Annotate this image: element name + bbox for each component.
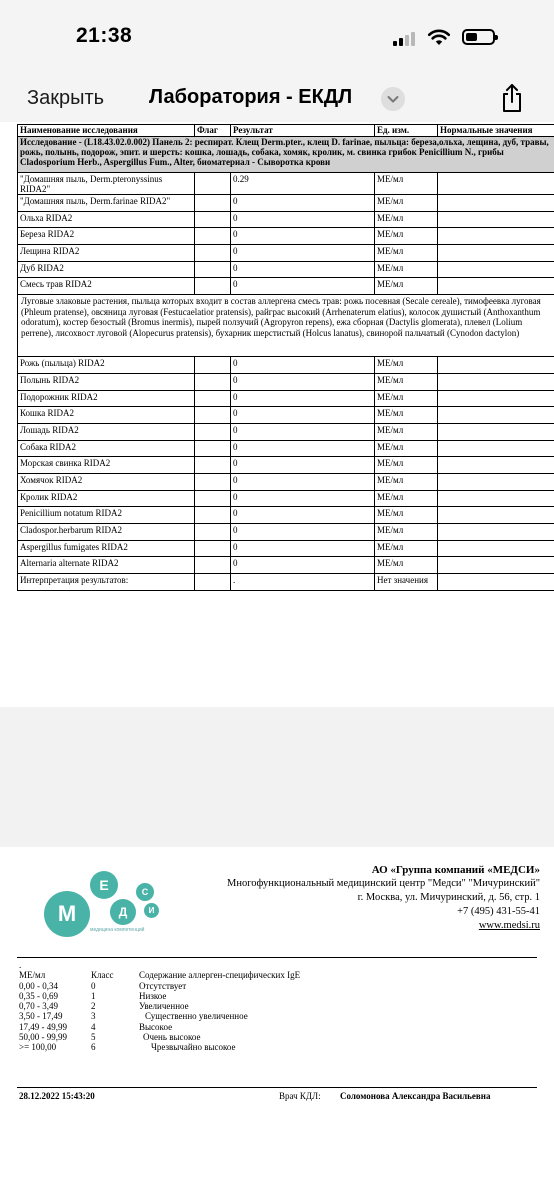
- cell-result: 0: [231, 540, 375, 557]
- status-bar: [0, 0, 554, 70]
- table-row: [18, 211, 554, 228]
- document-page-1: [0, 122, 554, 707]
- cell-normal: [438, 557, 554, 574]
- cell-normal: [438, 407, 554, 424]
- logo-tagline: медицина компетенций: [90, 927, 145, 933]
- logo-letter-d: Д: [110, 899, 136, 925]
- cell-unit: МЕ/мл: [375, 261, 438, 278]
- cell-unit: МЕ/мл: [375, 524, 438, 541]
- doctor-name: Соломонова Александра Васильевна: [340, 1091, 491, 1101]
- cell-unit: МЕ/мл: [375, 540, 438, 557]
- cell-name: "Домашняя пыль, Derm.farinae RIDA2": [18, 195, 195, 212]
- cell-name: Хомячок RIDA2: [18, 473, 195, 490]
- org-website-link[interactable]: www.medsi.ru: [478, 920, 540, 931]
- document-viewer[interactable]: [0, 122, 554, 1200]
- cell-normal: [438, 574, 554, 591]
- cell-name: Aspergillus fumigates RIDA2: [18, 540, 195, 557]
- cell-result: 0: [231, 390, 375, 407]
- cell-flag: [195, 440, 231, 457]
- cell-normal: [438, 211, 554, 228]
- cell-result: 0: [231, 195, 375, 212]
- cell-result: 0: [231, 278, 375, 295]
- cell-name: Alternaria alternate RIDA2: [18, 557, 195, 574]
- cell-unit: МЕ/мл: [375, 373, 438, 390]
- table-row: [18, 457, 554, 474]
- cell-name: Полынь RIDA2: [18, 373, 195, 390]
- cell-name: Морская свинка RIDA2: [18, 457, 195, 474]
- cell-result: 0: [231, 557, 375, 574]
- share-icon[interactable]: [499, 83, 525, 113]
- cell-result: 0: [231, 211, 375, 228]
- battery-icon: [462, 29, 495, 45]
- document-page-2: [0, 847, 554, 1200]
- cell-flag: [195, 507, 231, 524]
- table-row: [18, 574, 554, 591]
- doctor-label: Врач КДЛ:: [279, 1091, 321, 1101]
- table-row: [18, 278, 554, 295]
- cell-result: 0: [231, 423, 375, 440]
- legend-row: 0,35 - 0,69 1 Низкое: [19, 990, 167, 1001]
- cell-normal: [438, 390, 554, 407]
- cell-unit: МЕ/мл: [375, 390, 438, 407]
- cell-result: 0: [231, 507, 375, 524]
- cell-flag: [195, 228, 231, 245]
- cell-name: Береза RIDA2: [18, 228, 195, 245]
- cell-flag: [195, 373, 231, 390]
- cell-name: Кролик RIDA2: [18, 490, 195, 507]
- cell-result: 0: [231, 457, 375, 474]
- cell-unit: МЕ/мл: [375, 457, 438, 474]
- cell-normal: [438, 245, 554, 262]
- ige-legend: [19, 960, 379, 1053]
- org-center: Многофункциональный медицинский центр "Медси" "Мичуринский": [226, 878, 540, 889]
- cell-normal: [438, 540, 554, 557]
- legend-row: 17,49 - 49,99 4 Высокое: [19, 1021, 173, 1032]
- cell-normal: [438, 524, 554, 541]
- org-address: г. Москва, ул. Мичуринский, д. 56, стр. 1: [357, 892, 540, 903]
- cell-result: 0: [231, 228, 375, 245]
- cell-normal: [438, 490, 554, 507]
- cell-flag: [195, 357, 231, 374]
- table-row: [18, 228, 554, 245]
- section-row: [18, 137, 554, 173]
- organization-info: [227, 863, 540, 933]
- cell-result: .: [231, 574, 375, 591]
- logo-letter-i: И: [144, 903, 159, 918]
- cell-flag: [195, 473, 231, 490]
- header-result: Результат: [231, 125, 375, 137]
- legend-row: 0,00 - 0,34 0 Отсутствует: [19, 980, 187, 991]
- table-row: [18, 407, 554, 424]
- status-time: 21:38: [76, 24, 133, 47]
- legend-row: >= 100,00 6 Чрезвычайно высокое: [19, 1042, 236, 1053]
- cellular-signal-icon: [393, 32, 415, 46]
- cell-unit: МЕ/мл: [375, 440, 438, 457]
- cell-normal: [438, 457, 554, 474]
- cell-normal: [438, 195, 554, 212]
- cell-name: Лошадь RIDA2: [18, 423, 195, 440]
- cell-unit: Нет значения: [375, 574, 438, 591]
- cell-flag: [195, 524, 231, 541]
- cell-flag: [195, 278, 231, 295]
- cell-flag: [195, 173, 231, 195]
- cell-normal: [438, 261, 554, 278]
- legend-row: 50,00 - 99,99 5 Очень высокое: [19, 1032, 201, 1043]
- cell-unit: МЕ/мл: [375, 357, 438, 374]
- cell-normal: [438, 423, 554, 440]
- cell-name: Рожь (пыльца) RIDA2: [18, 357, 195, 374]
- cell-result: 0: [231, 245, 375, 262]
- table-row: [18, 357, 554, 374]
- logo-letter-s: С: [136, 883, 154, 901]
- cell-flag: [195, 490, 231, 507]
- cell-unit: МЕ/мл: [375, 195, 438, 212]
- cell-name: Cladospor.herbarum RIDA2: [18, 524, 195, 541]
- cell-unit: МЕ/мл: [375, 490, 438, 507]
- cell-result: 0: [231, 440, 375, 457]
- close-button[interactable]: Закрыть: [27, 87, 105, 109]
- cell-unit: МЕ/мл: [375, 557, 438, 574]
- cell-normal: [438, 278, 554, 295]
- cell-flag: [195, 407, 231, 424]
- navigation-bar: [0, 70, 554, 122]
- cell-normal: [438, 228, 554, 245]
- cell-unit: МЕ/мл: [375, 423, 438, 440]
- grass-mix-note: Луговые злаковые растения, пыльца которых входит в состав аллергена смесь трав: рожь посевная (Secale cereale), тимофеевка луговая (Phleum pratense), овсяница луговая (Festucaelatior pratensis), райграс высокий (Arrhenaterum elatius), колосок душистый (Anthoxanthum odoratum), костер безостый (Bromus inermis), пырей ползучий (Agropyron repens), ежа сборная (Dactylis glomerata), плевел (Lolium perrene), лисохвост луговой (Alopecurus pratensis), бухарник шерстистый (Holcus lanatus), свинорой пальчатый (Cynodon dactylon): [18, 295, 554, 357]
- cell-name: Интерпретация результатов:: [18, 574, 195, 591]
- cell-flag: [195, 423, 231, 440]
- cell-flag: [195, 211, 231, 228]
- legend-header: МЕ/мл Класс Содержание аллерген-специфических IgE: [19, 970, 301, 981]
- cell-result: 0: [231, 407, 375, 424]
- cell-name: Смесь трав RIDA2: [18, 278, 195, 295]
- cell-unit: МЕ/мл: [375, 473, 438, 490]
- table-row: [18, 173, 554, 195]
- logo-letter-m: М: [44, 891, 90, 937]
- chevron-down-icon[interactable]: [381, 87, 405, 111]
- legend-row: 3,50 - 17,49 3 Существенно увеличенное: [19, 1011, 248, 1022]
- cell-unit: МЕ/мл: [375, 507, 438, 524]
- table-row: [18, 473, 554, 490]
- cell-flag: [195, 574, 231, 591]
- cell-flag: [195, 540, 231, 557]
- org-name: АО «Группа компаний «МЕДСИ»: [371, 864, 540, 876]
- cell-normal: [438, 357, 554, 374]
- cell-name: Кошка RIDA2: [18, 407, 195, 424]
- legend-dot: .: [19, 960, 22, 970]
- cell-name: Подорожник RIDA2: [18, 390, 195, 407]
- table-row: [18, 261, 554, 278]
- cell-normal: [438, 173, 554, 195]
- cell-name: Ольха RIDA2: [18, 211, 195, 228]
- header-flag: Флаг: [195, 125, 231, 137]
- cell-unit: МЕ/мл: [375, 211, 438, 228]
- org-phone[interactable]: +7 (495) 431-55-41: [457, 906, 540, 917]
- divider-bottom: [17, 1087, 537, 1088]
- cell-normal: [438, 473, 554, 490]
- table-row: [18, 557, 554, 574]
- cell-flag: [195, 261, 231, 278]
- cell-name: Собака RIDA2: [18, 440, 195, 457]
- cell-result: 0: [231, 490, 375, 507]
- cell-unit: МЕ/мл: [375, 228, 438, 245]
- table-row: [18, 390, 554, 407]
- cell-flag: [195, 245, 231, 262]
- note-row: [18, 295, 554, 357]
- cell-flag: [195, 195, 231, 212]
- table-row: [18, 195, 554, 212]
- cell-name: Penicillium notatum RIDA2: [18, 507, 195, 524]
- cell-normal: [438, 373, 554, 390]
- cell-normal: [438, 507, 554, 524]
- header-name: Наименование исследования: [18, 125, 195, 137]
- table-row: [18, 423, 554, 440]
- table-row: [18, 245, 554, 262]
- cell-name: Лещина RIDA2: [18, 245, 195, 262]
- cell-result: 0: [231, 357, 375, 374]
- cell-flag: [195, 557, 231, 574]
- cell-unit: МЕ/мл: [375, 245, 438, 262]
- cell-name: "Домашняя пыль, Derm.pteronyssinus RIDA2": [18, 173, 195, 195]
- cell-unit: МЕ/мл: [375, 278, 438, 295]
- cell-flag: [195, 457, 231, 474]
- cell-flag: [195, 390, 231, 407]
- cell-name: Дуб RIDA2: [18, 261, 195, 278]
- results-table: [17, 124, 554, 591]
- cell-result: 0: [231, 473, 375, 490]
- logo-letter-e: Е: [90, 871, 118, 899]
- cell-unit: МЕ/мл: [375, 173, 438, 195]
- table-row: [18, 524, 554, 541]
- section-title: Исследование - (L18.43.02.0.002) Панель 2: респират. Клещ Derm.pter., клещ D. farinae, пыльца: береза,ольха, лещина, дуб, травы, рожь, полынь, подорож, эпит. и шерсть: кошка, лошадь, собака, хомяк, кролик, м. свинка грибок Penicillium N., грибы Cladosporium Herb., Aspergillus Fum., Alter, биоматериал - Сыворотка крови: [18, 137, 554, 173]
- wifi-icon: [427, 28, 451, 46]
- header-normal: Нормальные значения: [438, 125, 554, 137]
- table-header-row: [18, 125, 554, 137]
- cell-unit: МЕ/мл: [375, 407, 438, 424]
- cell-result: 0: [231, 373, 375, 390]
- table-row: [18, 373, 554, 390]
- medsi-logo: [44, 865, 194, 945]
- legend-row: 0,70 - 3,49 2 Увеличенное: [19, 1001, 189, 1012]
- table-row: [18, 507, 554, 524]
- divider-top: [17, 957, 537, 958]
- cell-result: 0.29: [231, 173, 375, 195]
- page-title[interactable]: Лаборатория - ЕКДЛ: [149, 86, 353, 108]
- table-row: [18, 540, 554, 557]
- cell-normal: [438, 440, 554, 457]
- cell-result: 0: [231, 261, 375, 278]
- report-datetime: 28.12.2022 15:43:20: [19, 1091, 95, 1101]
- cell-result: 0: [231, 524, 375, 541]
- table-row: [18, 490, 554, 507]
- table-row: [18, 440, 554, 457]
- header-unit: Ед. изм.: [375, 125, 438, 137]
- page-separator: [0, 707, 554, 847]
